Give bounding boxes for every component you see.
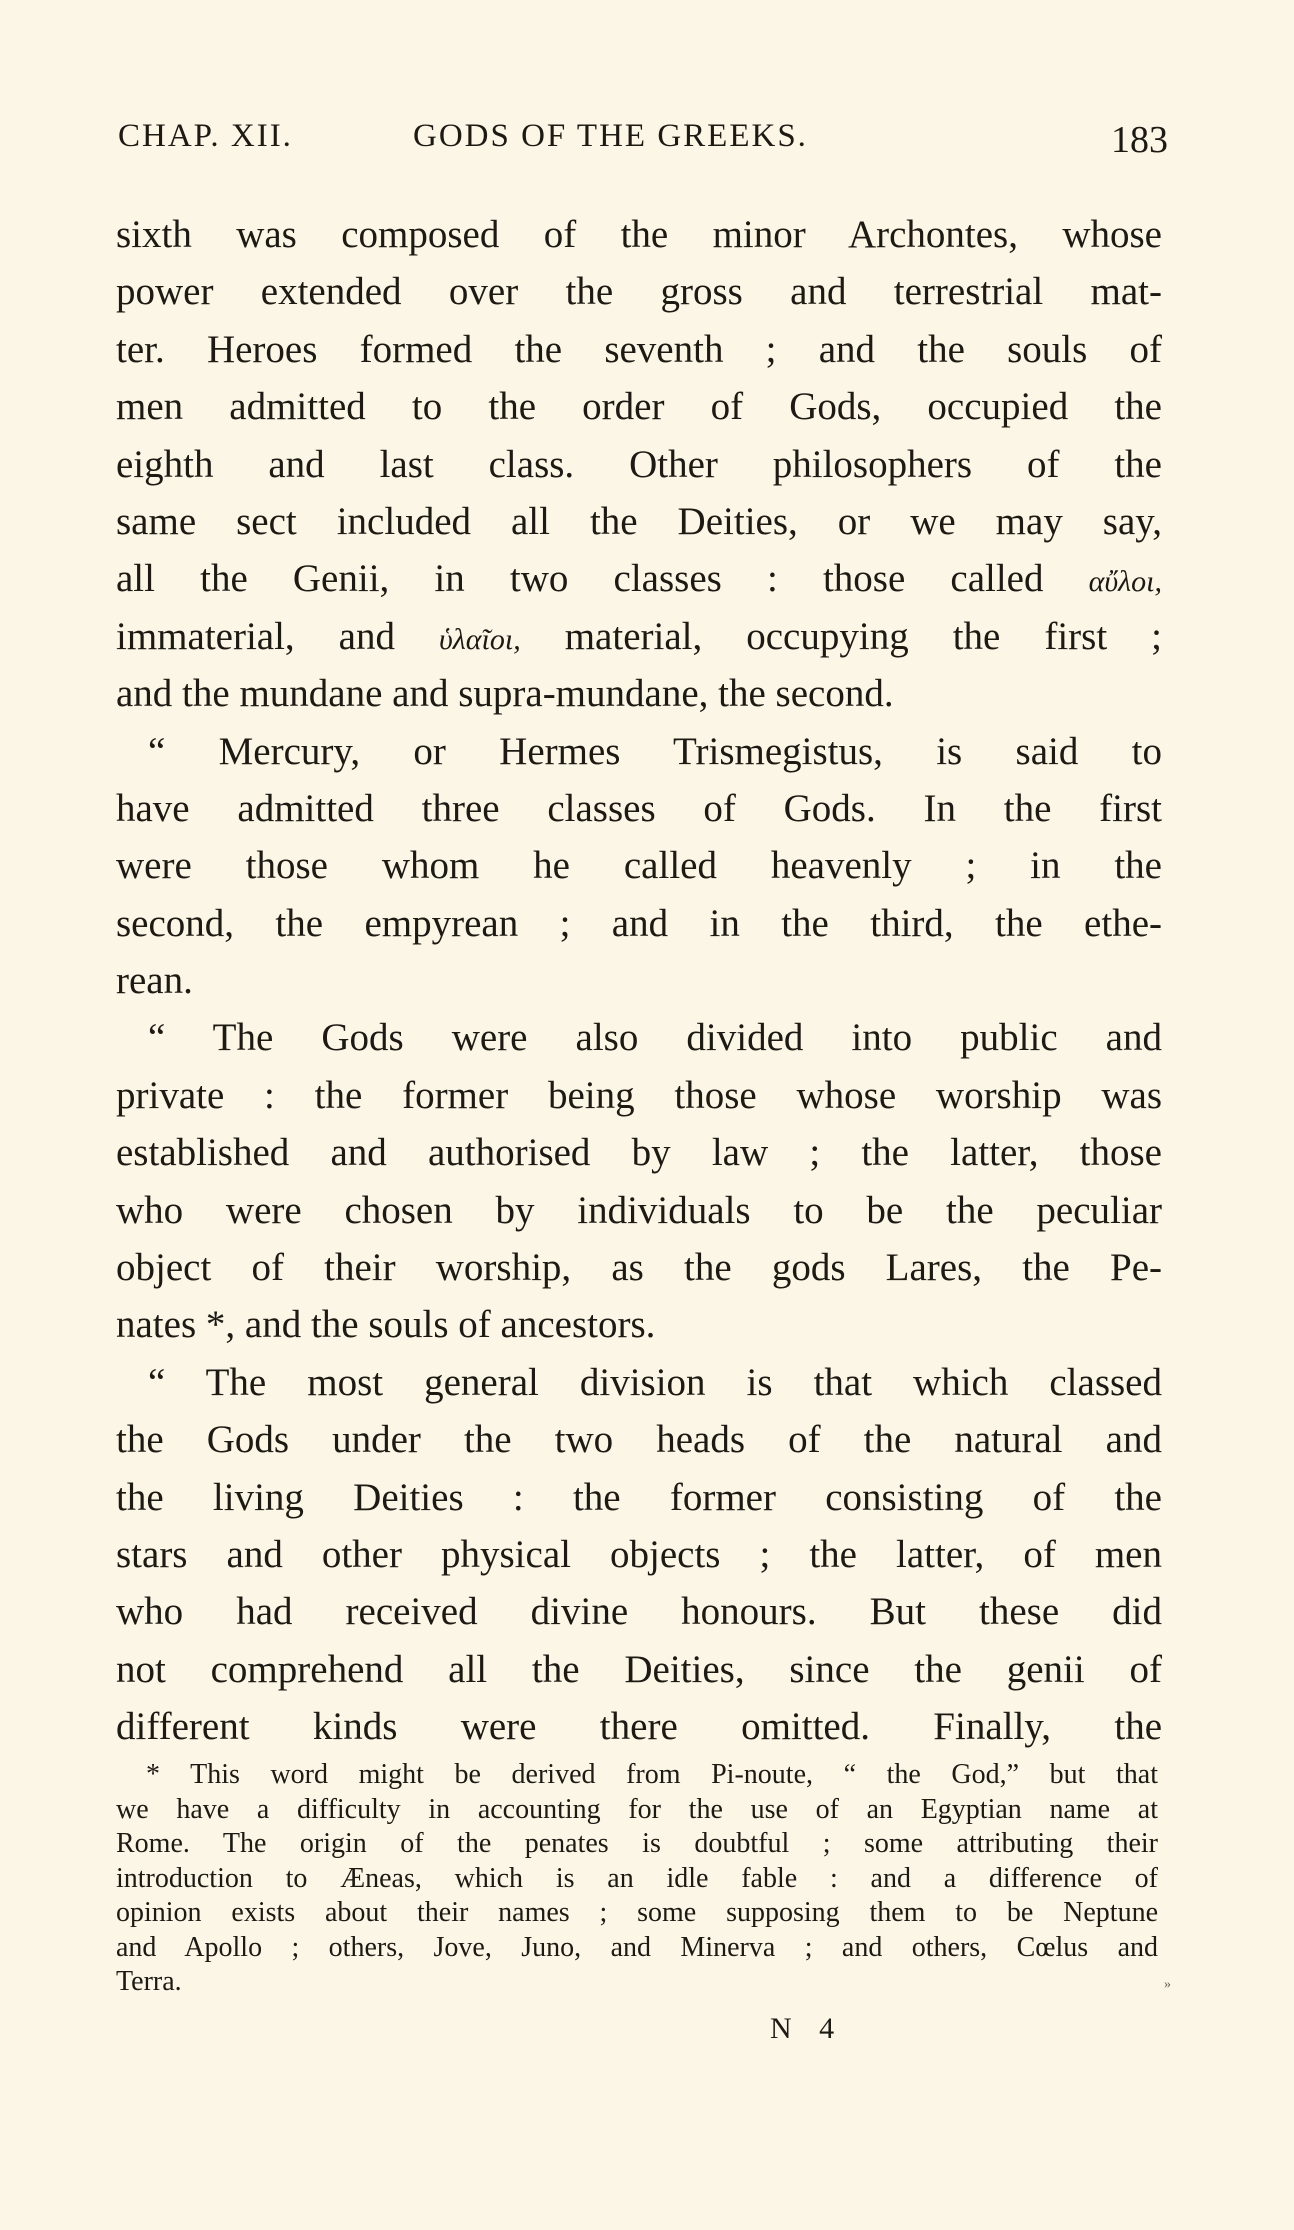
footnote-line: * This word might be derived from Pi-noute, “ the God,” but that xyxy=(146,1759,1158,1790)
text-segment: material, occupying the first ; xyxy=(564,614,1163,658)
chapter-label: CHAP. XII. xyxy=(118,118,293,154)
text-line: object of their worship, as the gods Lares, the Pe- xyxy=(116,1246,1162,1290)
footnote-line: Terra. xyxy=(116,1966,182,1997)
text-line: “ The Gods were also divided into public and xyxy=(148,1016,1162,1060)
text-line: stars and other physical objects ; the latter, of men xyxy=(116,1532,1162,1576)
signature-mark: N 4 xyxy=(770,2012,845,2045)
text-line: second, the empyrean ; and in the third, the ethe- xyxy=(116,901,1162,945)
footnote xyxy=(116,1758,1158,2000)
text-line: “ Mercury, or Hermes Trismegistus, is said to xyxy=(148,729,1162,773)
text-line: ter. Heroes formed the seventh ; and the souls of xyxy=(116,327,1162,371)
printer-mark: » xyxy=(1164,1977,1171,1992)
text-line: the living Deities : the former consisting of the xyxy=(116,1475,1162,1519)
text-line: “ The most general division is that which classed xyxy=(148,1360,1162,1404)
text-line: sixth was composed of the minor Archontes, whose xyxy=(116,213,1162,256)
text-line: eighth and last class. Other philosophers of the xyxy=(116,442,1162,486)
footnote-line: introduction to Æneas, which is an idle fable : and a difference of xyxy=(116,1862,1158,1894)
text-line: the Gods under the two heads of the natural and xyxy=(116,1418,1162,1462)
footnote-line: Rome. The origin of the penates is doubtful ; some attributing their xyxy=(116,1828,1158,1859)
text-line: nates *, and the souls of ancestors. xyxy=(116,1303,656,1347)
running-head xyxy=(118,118,1168,168)
footnote-line: we have a difficulty in accounting for the use of an Egyptian name at xyxy=(116,1793,1158,1825)
text-segment: immaterial, and xyxy=(116,614,395,658)
greek-word: αὔλοι, xyxy=(1088,565,1162,599)
text-line: established and authorised by law ; the latter, those xyxy=(116,1131,1162,1175)
text-line: different kinds were there omitted. Finally, the xyxy=(116,1705,1162,1749)
page-number: 183 xyxy=(1111,119,1168,161)
main-text xyxy=(116,206,1162,1756)
text-line: private : the former being those whose worship was xyxy=(116,1073,1162,1117)
greek-word: ὑλαῖοι, xyxy=(439,622,521,656)
footnote-line: and Apollo ; others, Jove, Juno, and Minerva ; and others, Cœlus and xyxy=(116,1931,1158,1963)
text-line: not comprehend all the Deities, since the genii of xyxy=(116,1647,1162,1691)
text-line: men admitted to the order of Gods, occupied the xyxy=(116,385,1162,429)
text-line: who had received divine honours. But these did xyxy=(116,1590,1162,1634)
text-line: who were chosen by individuals to be the peculiar xyxy=(116,1188,1162,1232)
text-line xyxy=(116,550,1162,607)
text-line: power extended over the gross and terrestrial mat- xyxy=(116,270,1162,314)
text-line: same sect included all the Deities, or we may say, xyxy=(116,499,1162,543)
text-line xyxy=(116,608,1162,665)
footnote-line: opinion exists about their names ; some supposing them to be Neptune xyxy=(116,1897,1158,1928)
text-segment: all the Genii, in two classes : those called xyxy=(116,557,1044,601)
running-title: GODS OF THE GREEKS. xyxy=(413,118,808,154)
text-line: rean. xyxy=(116,959,193,1003)
text-line: have admitted three classes of Gods. In the first xyxy=(116,786,1162,830)
text-line: and the mundane and supra-mundane, the second. xyxy=(116,672,894,716)
text-line: were those whom he called heavenly ; in the xyxy=(116,844,1162,888)
